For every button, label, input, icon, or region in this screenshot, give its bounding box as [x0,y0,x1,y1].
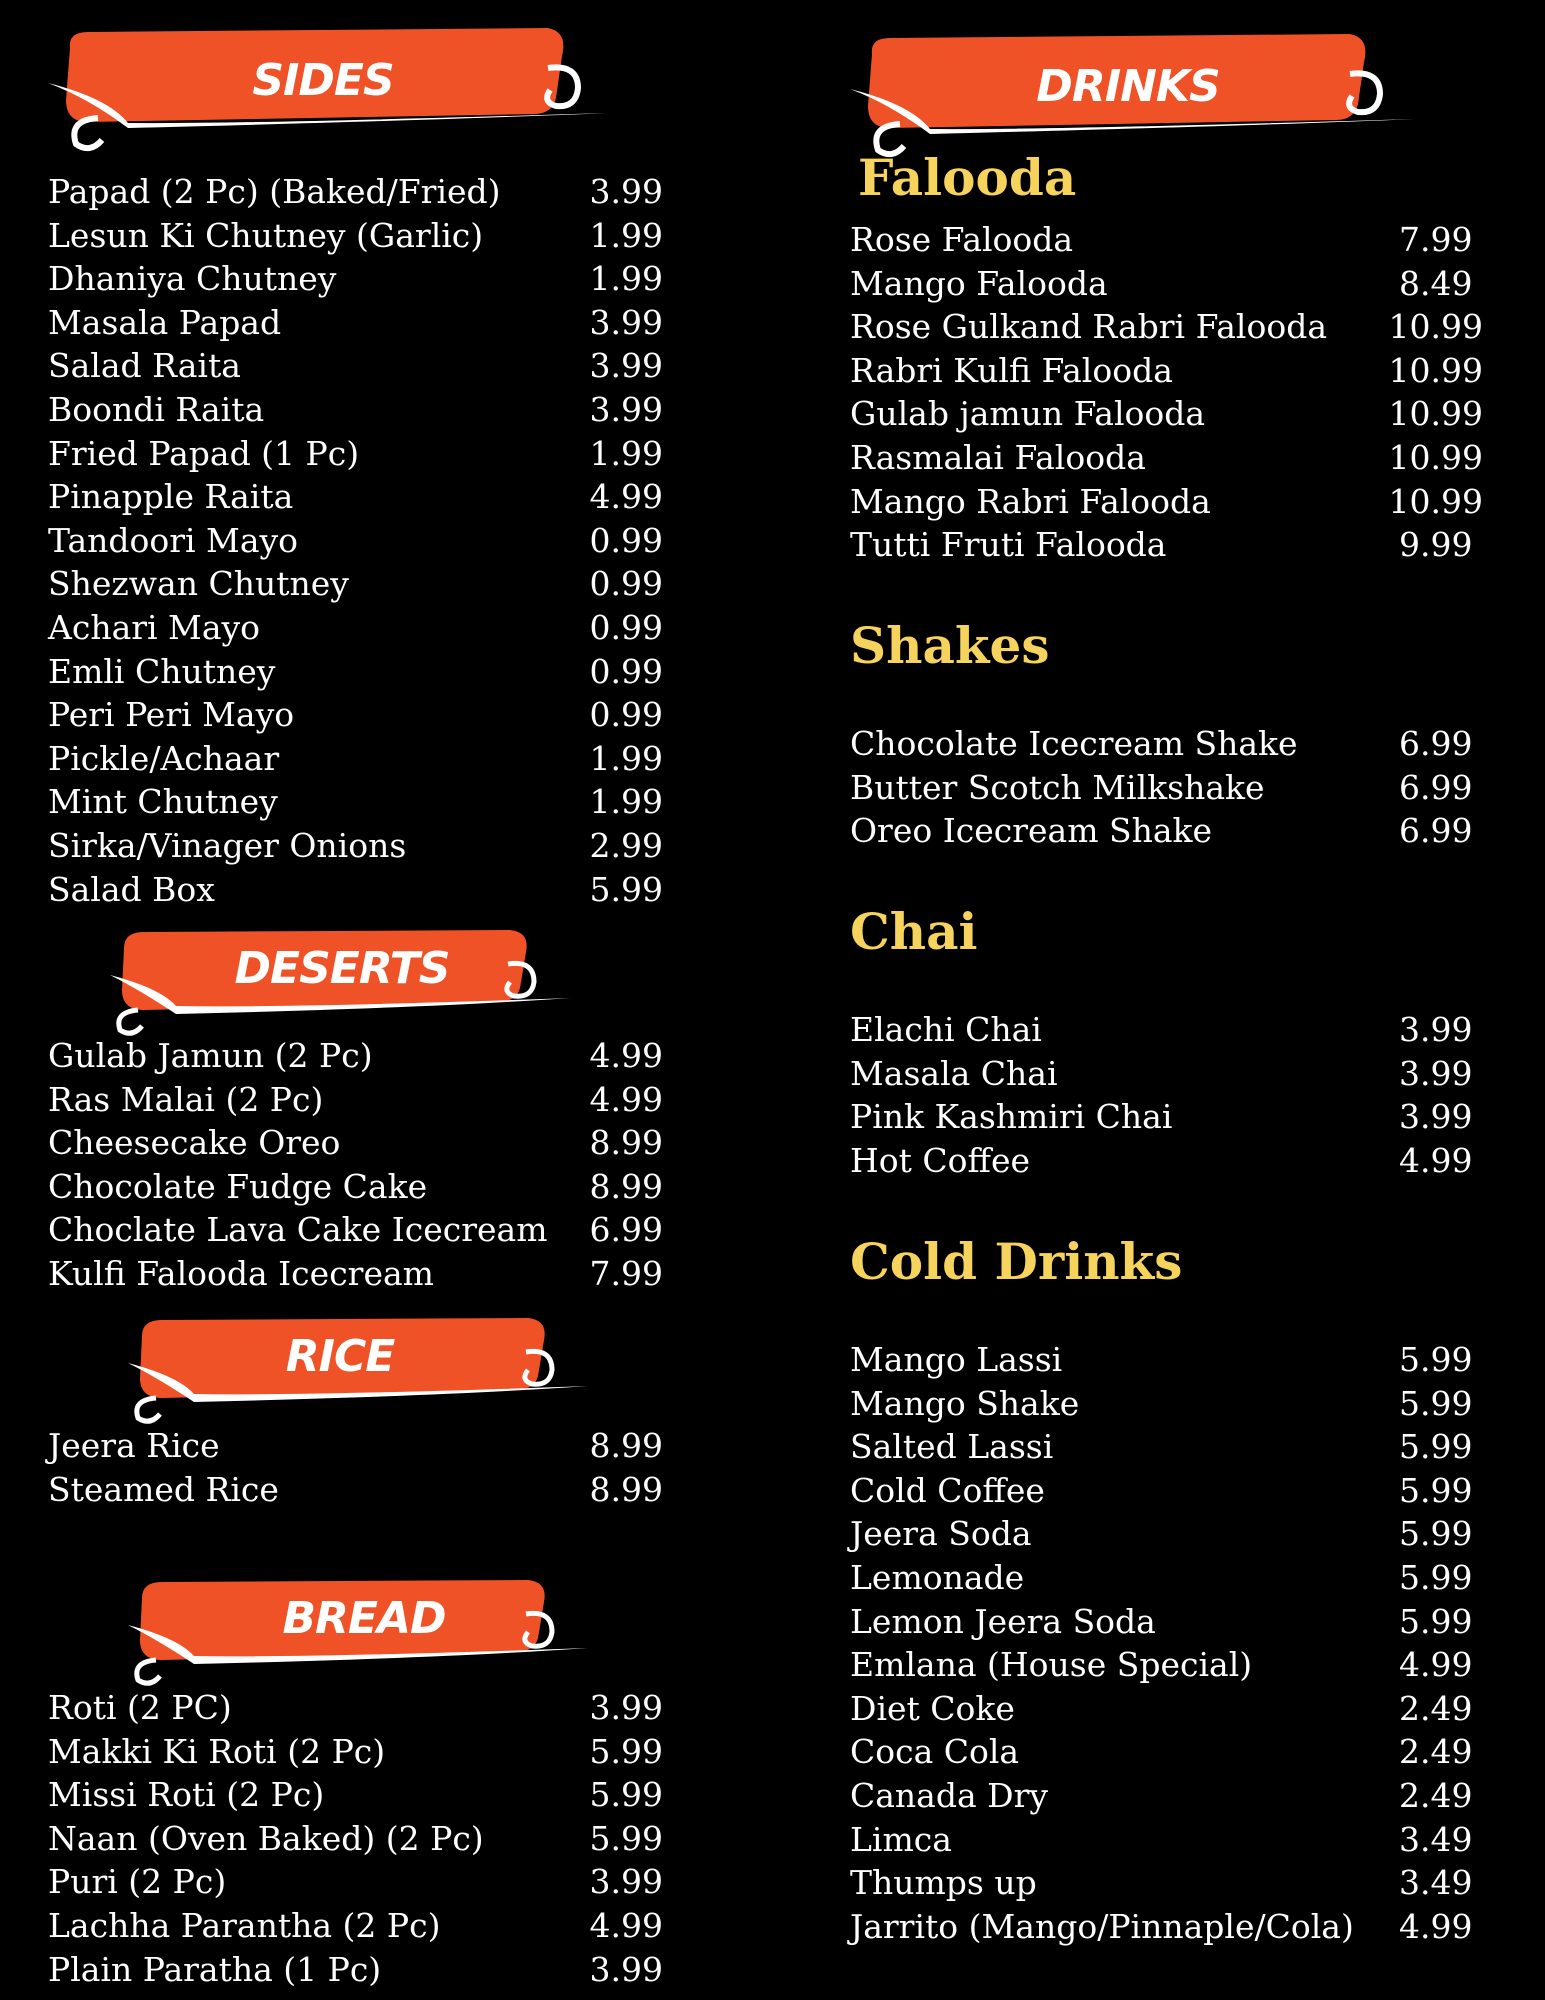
item-price: 6.99 [1399,767,1473,807]
item-name: Papad (2 Pc) (Baked/Fried) [48,172,501,211]
list-item [850,722,1483,766]
item-price: 2.49 [1399,1775,1473,1815]
list-item [48,1121,663,1165]
item-price: 1.99 [589,433,663,473]
item-price: 3.99 [589,172,663,211]
list-item [850,1095,1483,1139]
item-price: 1.99 [589,259,663,299]
item-name: Naan (Oven Baked) (2 Pc) [48,1818,484,1858]
item-name: Tandoori Mayo [48,520,299,560]
item-name: Hot Coffee [850,1140,1031,1180]
list-item [48,562,663,606]
item-name: Limca [850,1819,952,1859]
list-item [48,737,663,781]
list-item [850,1469,1483,1513]
drinks-banner [850,34,1420,154]
item-name: Missi Roti (2 Pc) [48,1775,325,1815]
item-name: Rose Gulkand Rabri Falooda [850,307,1328,347]
list-item [850,1556,1483,1600]
item-name: Lemonade [850,1557,1025,1597]
item-name: Shezwan Chutney [48,564,349,604]
list-item [850,766,1483,810]
list-item [48,432,663,476]
item-price: 5.99 [1399,1514,1473,1554]
item-price: 3.99 [589,389,663,429]
item-price: 8.99 [589,1123,663,1163]
item-price: 4.99 [589,1905,663,1945]
item-price: 5.99 [589,1775,663,1815]
item-price: 3.99 [1399,1097,1473,1137]
item-price: 2.49 [1399,1732,1473,1772]
list-item [850,1687,1483,1731]
item-price: 3.99 [589,1862,663,1902]
item-name: Dhaniya Chutney [48,259,337,299]
item-price: 1.99 [589,738,663,778]
item-price: 4.99 [1399,1645,1473,1685]
item-name: Cheesecake Oreo [48,1123,341,1163]
list-item [48,606,663,650]
list-item [48,1686,663,1730]
item-name: Boondi Raita [48,389,265,429]
cold-drinks-heading: Cold Drinks [850,1232,1183,1291]
list-item [48,388,663,432]
item-price: 3.49 [1399,1819,1473,1859]
item-price: 10.99 [1388,350,1483,390]
item-price: 4.99 [589,477,663,517]
list-item [48,1165,663,1209]
item-name: Coca Cola [850,1732,1020,1772]
item-price: 8.99 [589,1426,663,1465]
list-item [850,480,1483,524]
list-item [48,1468,663,1512]
item-name: Salad Box [48,869,215,909]
rice-list [48,1424,663,1511]
item-price: 10.99 [1388,481,1483,521]
list-item [850,262,1483,306]
item-name: Rabri Kulfi Falooda [850,350,1173,390]
list-item [48,868,663,912]
list-item [48,1860,663,1904]
item-name: Puri (2 Pc) [48,1862,227,1902]
item-price: 1.99 [589,215,663,255]
item-price: 6.99 [1399,811,1473,851]
list-item [48,301,663,345]
list-item [850,523,1483,567]
item-price: 4.99 [1399,1906,1473,1946]
item-price: 0.99 [589,651,663,691]
list-item [48,1424,663,1468]
item-name: Lachha Parantha (2 Pc) [48,1905,441,1945]
item-name: Butter Scotch Milkshake [850,767,1265,807]
item-price: 7.99 [1399,220,1473,259]
list-item [850,809,1483,853]
item-price: 0.99 [589,607,663,647]
item-price: 5.99 [1399,1340,1473,1379]
item-price: 6.99 [1399,724,1473,763]
item-price: 8.99 [589,1166,663,1206]
list-item [48,1078,663,1122]
list-item [850,1861,1483,1905]
bread-list [48,1686,663,1991]
item-price: 6.99 [589,1210,663,1250]
item-name: Masala Papad [48,302,282,342]
item-name: Sirka/Vinager Onions [48,825,407,865]
item-name: Cold Coffee [850,1470,1045,1510]
list-item [850,1008,1483,1052]
sides-banner [48,28,618,148]
list-item [48,344,663,388]
item-name: Tutti Fruti Falooda [850,525,1167,565]
item-name: Pickle/Achaar [48,738,280,778]
item-name: Emli Chutney [48,651,276,691]
item-name: Salad Raita [48,346,241,386]
list-item [48,1730,663,1774]
item-name: Elachi Chai [850,1010,1042,1049]
list-item [850,1425,1483,1469]
item-name: Oreo Icecream Shake [850,811,1213,851]
shakes-list [850,722,1483,853]
item-price: 8.99 [589,1469,663,1509]
item-price: 3.99 [589,302,663,342]
list-item [850,436,1483,480]
item-price: 3.99 [589,346,663,386]
item-name: Pink Kashmiri Chai [850,1097,1173,1137]
item-price: 0.99 [589,520,663,560]
item-name: Achari Mayo [48,607,261,647]
item-name: Lemon Jeera Soda [850,1601,1156,1641]
item-price: 3.99 [1399,1053,1473,1093]
item-price: 10.99 [1388,307,1483,347]
list-item [48,1948,663,1992]
item-name: Chocolate Fudge Cake [48,1166,428,1206]
item-name: Ras Malai (2 Pc) [48,1079,324,1119]
cold-drinks-list [850,1338,1483,1948]
list-item [48,1208,663,1252]
item-name: Thumps up [850,1863,1037,1903]
list-item [850,1905,1483,1949]
item-name: Mango Falooda [850,263,1108,303]
list-item [48,1904,663,1948]
item-name: Fried Papad (1 Pc) [48,433,360,473]
list-item [850,1052,1483,1096]
item-name: Peri Peri Mayo [48,695,295,735]
drinks-title: DRINKS [1036,61,1220,112]
item-name: Jarrito (Mango/Pinnaple/Cola) [850,1906,1354,1946]
item-name: Makki Ki Roti (2 Pc) [48,1731,386,1771]
item-name: Jeera Soda [850,1514,1032,1554]
item-name: Diet Coke [850,1688,1015,1728]
falooda-list [850,218,1483,567]
list-item [48,780,663,824]
item-price: 2.49 [1399,1688,1473,1728]
item-name: Emlana (House Special) [850,1645,1253,1685]
item-price: 5.99 [1399,1427,1473,1467]
list-item [850,349,1483,393]
item-price: 3.99 [1399,1010,1473,1049]
deserts-title: DESERTS [234,943,450,994]
item-price: 0.99 [589,695,663,735]
list-item [48,650,663,694]
item-name: Kulfi Falooda Icecream [48,1253,434,1293]
item-price: 2.99 [589,825,663,865]
list-item [48,693,663,737]
list-item [850,1730,1483,1774]
list-item [850,1774,1483,1818]
item-price: 3.49 [1399,1863,1473,1903]
list-item [48,824,663,868]
item-name: Salted Lassi [850,1427,1054,1467]
rice-banner [128,1318,598,1418]
list-item [850,218,1483,262]
item-name: Gulab Jamun (2 Pc) [48,1036,373,1075]
list-item [850,1600,1483,1644]
item-name: Gulab jamun Falooda [850,394,1206,434]
list-item [48,1252,663,1296]
item-name: Choclate Lava Cake Icecream [48,1210,548,1250]
list-item [48,214,663,258]
item-price: 5.99 [1399,1470,1473,1510]
item-price: 3.99 [589,1949,663,1989]
item-name: Chocolate Icecream Shake [850,724,1298,763]
item-price: 8.49 [1399,263,1473,303]
item-price: 5.99 [1399,1383,1473,1423]
item-price: 10.99 [1388,437,1483,477]
item-name: Mango Lassi [850,1340,1063,1379]
deserts-banner [110,930,580,1030]
item-price: 4.99 [589,1079,663,1119]
list-item [48,1034,663,1078]
item-name: Rasmalai Falooda [850,437,1146,477]
item-name: Steamed Rice [48,1469,279,1509]
item-price: 5.99 [1399,1557,1473,1597]
item-price: 7.99 [589,1253,663,1293]
shakes-heading: Shakes [850,616,1050,675]
item-price: 10.99 [1388,394,1483,434]
rice-title: RICE [285,1331,395,1382]
item-price: 5.99 [1399,1601,1473,1641]
chai-heading: Chai [850,902,978,961]
list-item [850,1512,1483,1556]
item-price: 5.99 [589,1731,663,1771]
list-item [850,305,1483,349]
sides-title: SIDES [252,55,394,106]
item-price: 5.99 [589,869,663,909]
item-name: Plain Paratha (1 Pc) [48,1949,382,1989]
list-item [48,1773,663,1817]
item-price: 5.99 [589,1818,663,1858]
list-item [850,1139,1483,1183]
list-item [850,1338,1483,1382]
list-item [850,1643,1483,1687]
item-name: Roti (2 PC) [48,1688,232,1727]
item-price: 1.99 [589,782,663,822]
list-item [850,1382,1483,1426]
falooda-heading: Falooda [858,148,1077,207]
list-item [48,257,663,301]
item-name: Mango Rabri Falooda [850,481,1211,521]
item-name: Rose Falooda [850,220,1074,259]
list-item [48,475,663,519]
item-name: Jeera Rice [48,1426,220,1465]
item-price: 4.99 [589,1036,663,1075]
item-price: 0.99 [589,564,663,604]
list-item [48,519,663,563]
item-price: 4.99 [1399,1140,1473,1180]
item-name: Masala Chai [850,1053,1058,1093]
deserts-list [48,1034,663,1296]
list-item [48,1817,663,1861]
item-name: Pinapple Raita [48,477,294,517]
item-name: Canada Dry [850,1775,1049,1815]
sides-list [48,170,663,911]
item-price: 9.99 [1399,525,1473,565]
list-item [850,392,1483,436]
list-item [850,1818,1483,1862]
bread-title: BREAD [282,1593,446,1644]
bread-banner [128,1580,598,1680]
item-name: Lesun Ki Chutney (Garlic) [48,215,484,255]
item-price: 3.99 [589,1688,663,1727]
list-item [48,170,663,214]
item-name: Mango Shake [850,1383,1080,1423]
item-name: Mint Chutney [48,782,278,822]
chai-list [850,1008,1483,1182]
